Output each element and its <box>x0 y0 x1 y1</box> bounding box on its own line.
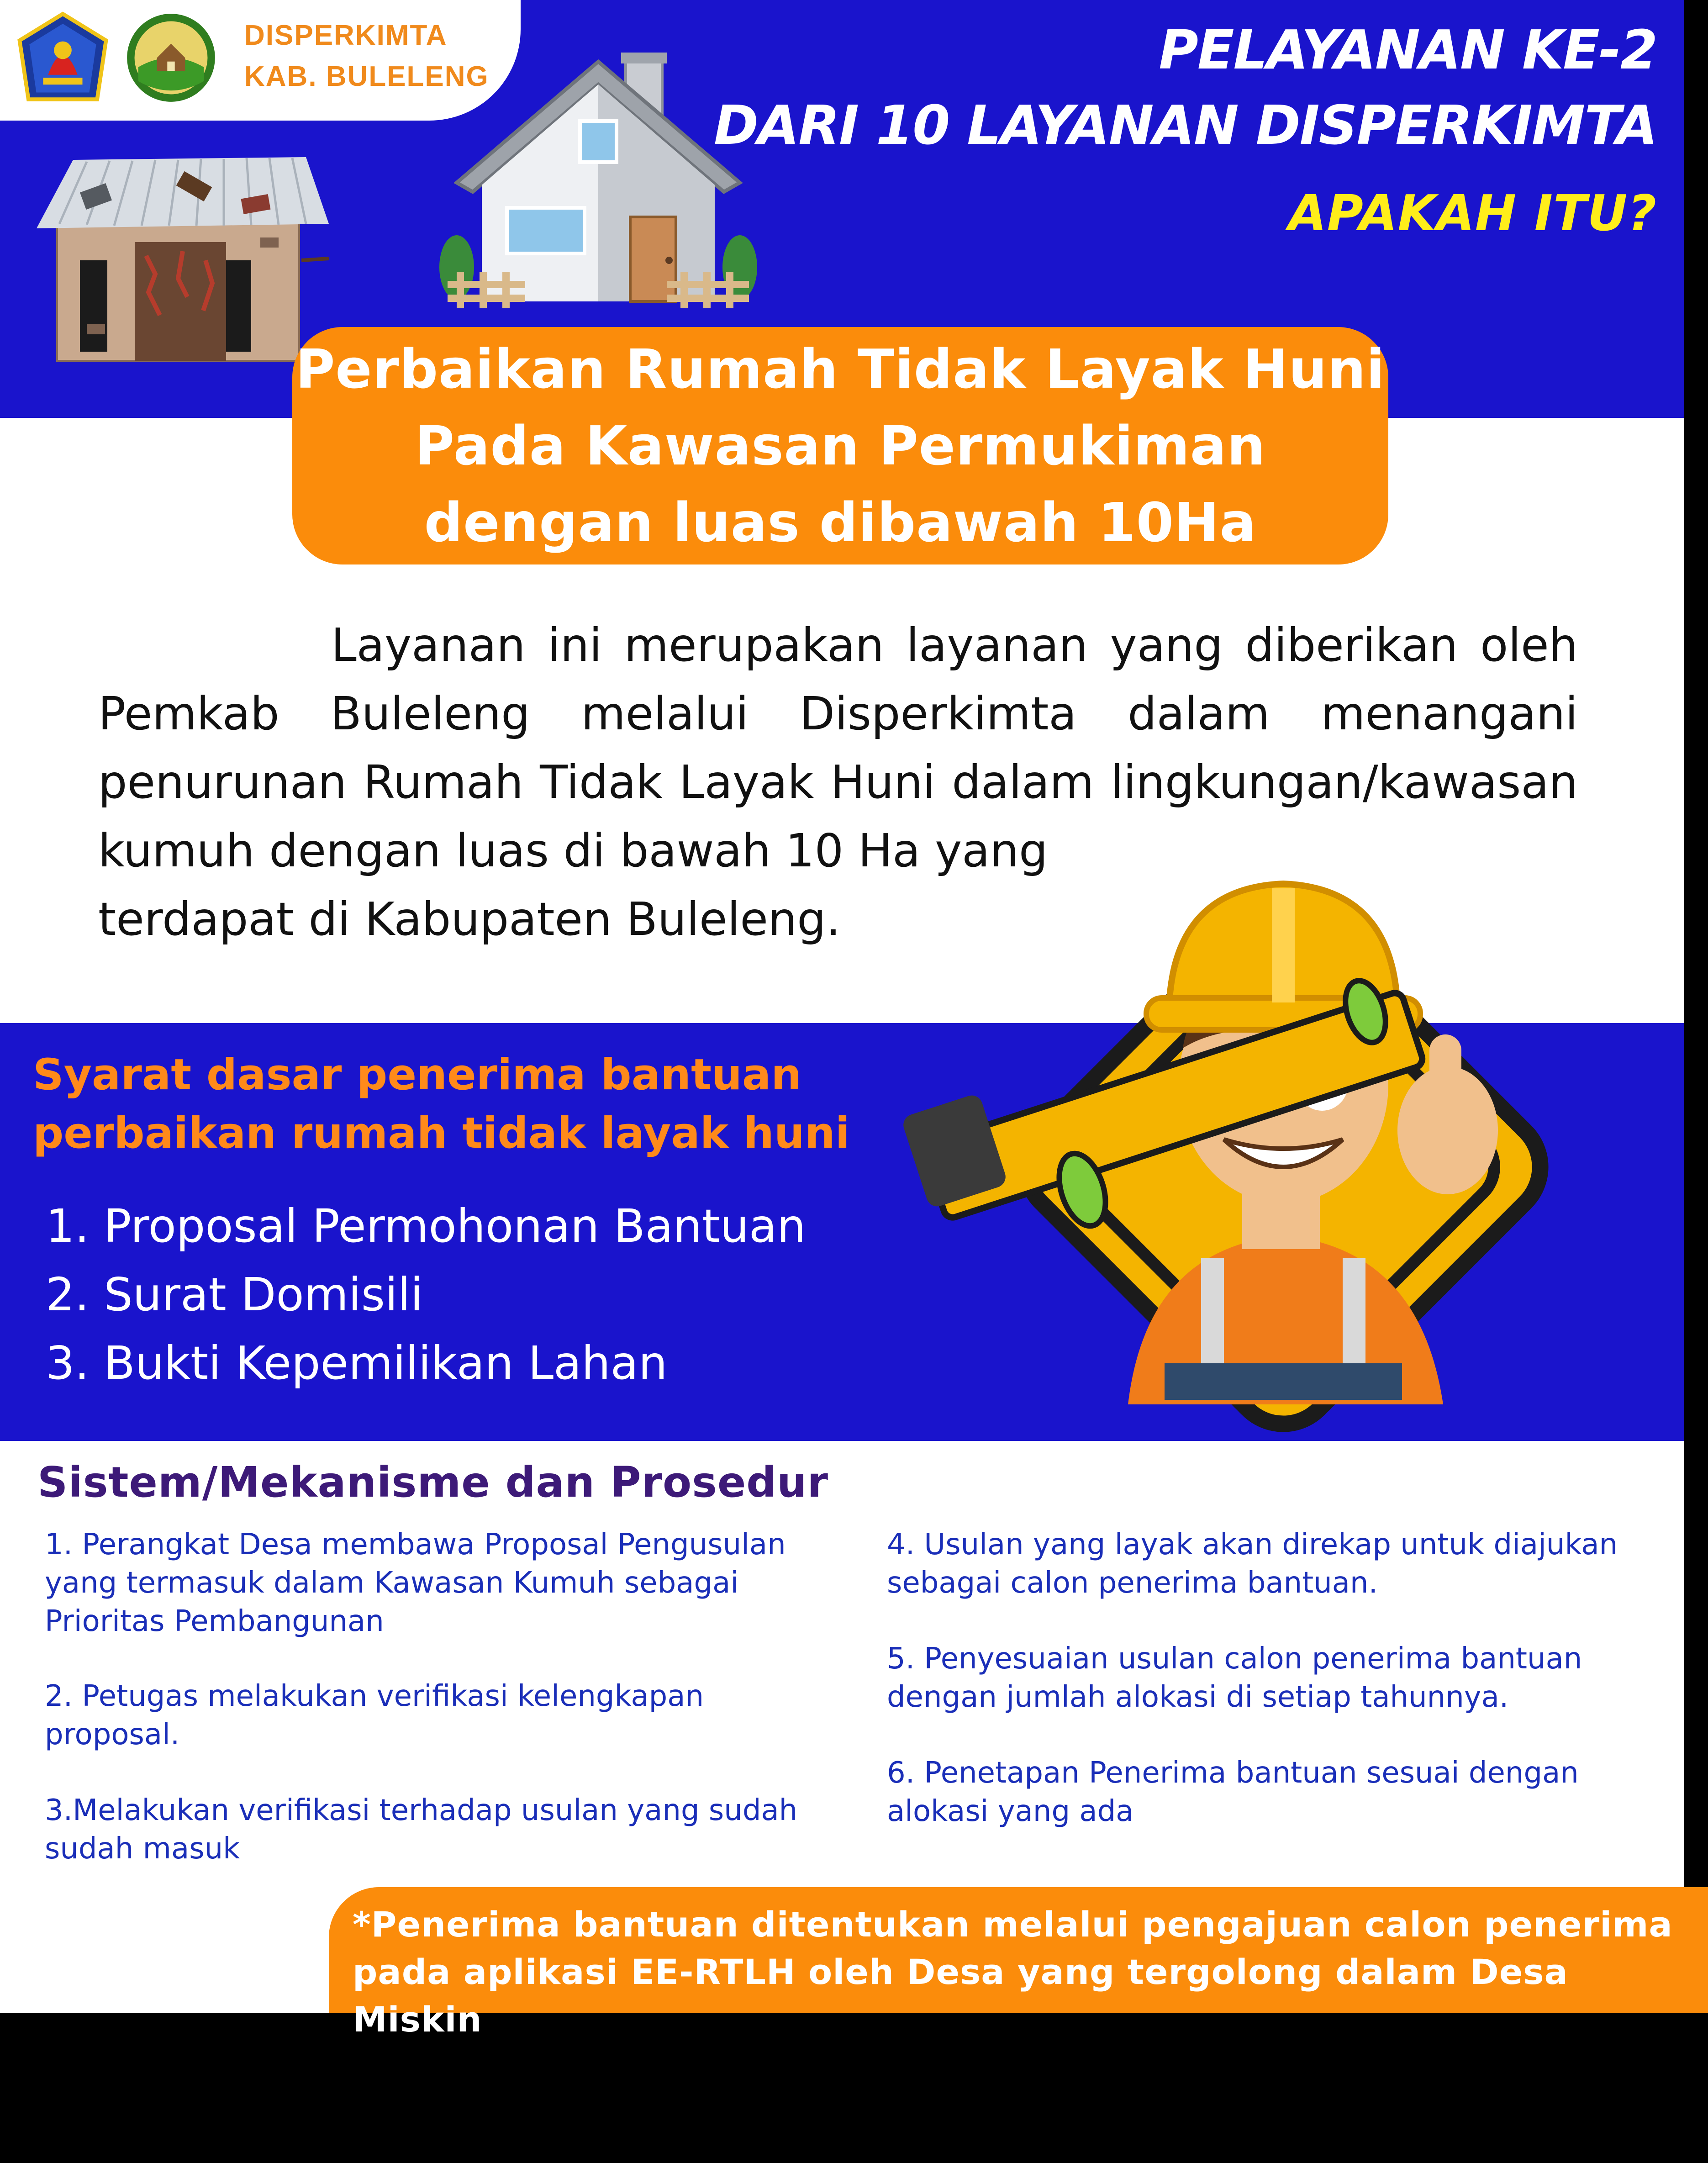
org-name: DISPERKIMTA <box>244 20 448 51</box>
title-line-1: Perbaikan Rumah Tidak Layak Huni <box>295 338 1386 401</box>
intro-line-5: terdapat di Kabupaten Buleleng. <box>98 892 841 946</box>
service-subtitle: DARI 10 LAYANAN DISPERKIMTA <box>714 94 1657 157</box>
regency-emblem-icon <box>14 11 112 109</box>
damaged-house-icon <box>32 151 333 365</box>
intro-line-3: penurunan Rumah Tidak Layak Huni dalam lingkungan/kawasan <box>98 755 1578 809</box>
list-item: 1. Proposal Permohonan Bantuan <box>46 1199 806 1253</box>
list-item: 3. Bukti Kepemilikan Lahan <box>46 1336 668 1390</box>
procedure-step-1: 1. Perangkat Desa membawa Proposal Pengusulan yang termasuk dalam Kawasan Kumuh sebagai Prioritas Pembangunan <box>45 1528 786 1638</box>
construction-worker-icon <box>909 811 1649 1509</box>
procedure-heading: Sistem/Mekanisme dan Prosedur <box>37 1458 829 1507</box>
intro-line-2: Pemkab Buleleng melalui Disperkimta dalam menangani <box>98 687 1578 740</box>
org-region: KAB. BULELENG <box>244 61 489 92</box>
list-item: 2. Surat Domisili <box>46 1268 423 1321</box>
footnote-text: *Penerima bantuan ditentukan melalui pengajuan calon penerima pada aplikasi EE-RTLH oleh Desa yang tergolong dalam Desa Miskin <box>353 1904 1673 2040</box>
procedure-step-3: 3.Melakukan verifikasi terhadap usulan yang sudah sudah masuk <box>45 1794 798 1866</box>
requirements-heading <box>33 1046 901 1163</box>
requirements-heading-line-1: Syarat dasar penerima bantuan <box>33 1050 802 1100</box>
procedure-step-4: 4. Usulan yang layak akan direkap untuk diajukan sebagai calon penerima bantuan. <box>887 1528 1618 1600</box>
decent-house-icon <box>438 53 758 311</box>
requirements-heading-line-2: perbaikan rumah tidak layak huni <box>33 1108 850 1158</box>
title-line-3: dengan luas dibawah 10Ha <box>424 491 1257 554</box>
intro-line-4: kumuh dengan luas di bawah 10 Ha yang <box>98 824 1048 877</box>
procedure-step-5: 5. Penyesuaian usulan calon penerima bantuan dengan jumlah alokasi di setiap tahunnya. <box>887 1642 1582 1714</box>
title-line-2: Pada Kawasan Permukiman <box>415 414 1266 477</box>
service-number: PELAYANAN KE-2 <box>1159 18 1657 81</box>
requirements-list <box>46 1192 806 1398</box>
service-title-box <box>292 327 1388 564</box>
procedure-step-2: 2. Petugas melakukan verifikasi kelengkapan proposal. <box>45 1679 704 1752</box>
procedure-step-6: 6. Penetapan Penerima bantuan sesuai dengan alokasi yang ada <box>887 1756 1579 1828</box>
disperkimta-logo-icon <box>124 11 218 105</box>
footnote-box <box>329 1887 1708 2040</box>
intro-line-1: Layanan ini merupakan layanan yang diberikan oleh <box>331 618 1578 672</box>
question-heading: APAKAH ITU? <box>1288 185 1657 242</box>
